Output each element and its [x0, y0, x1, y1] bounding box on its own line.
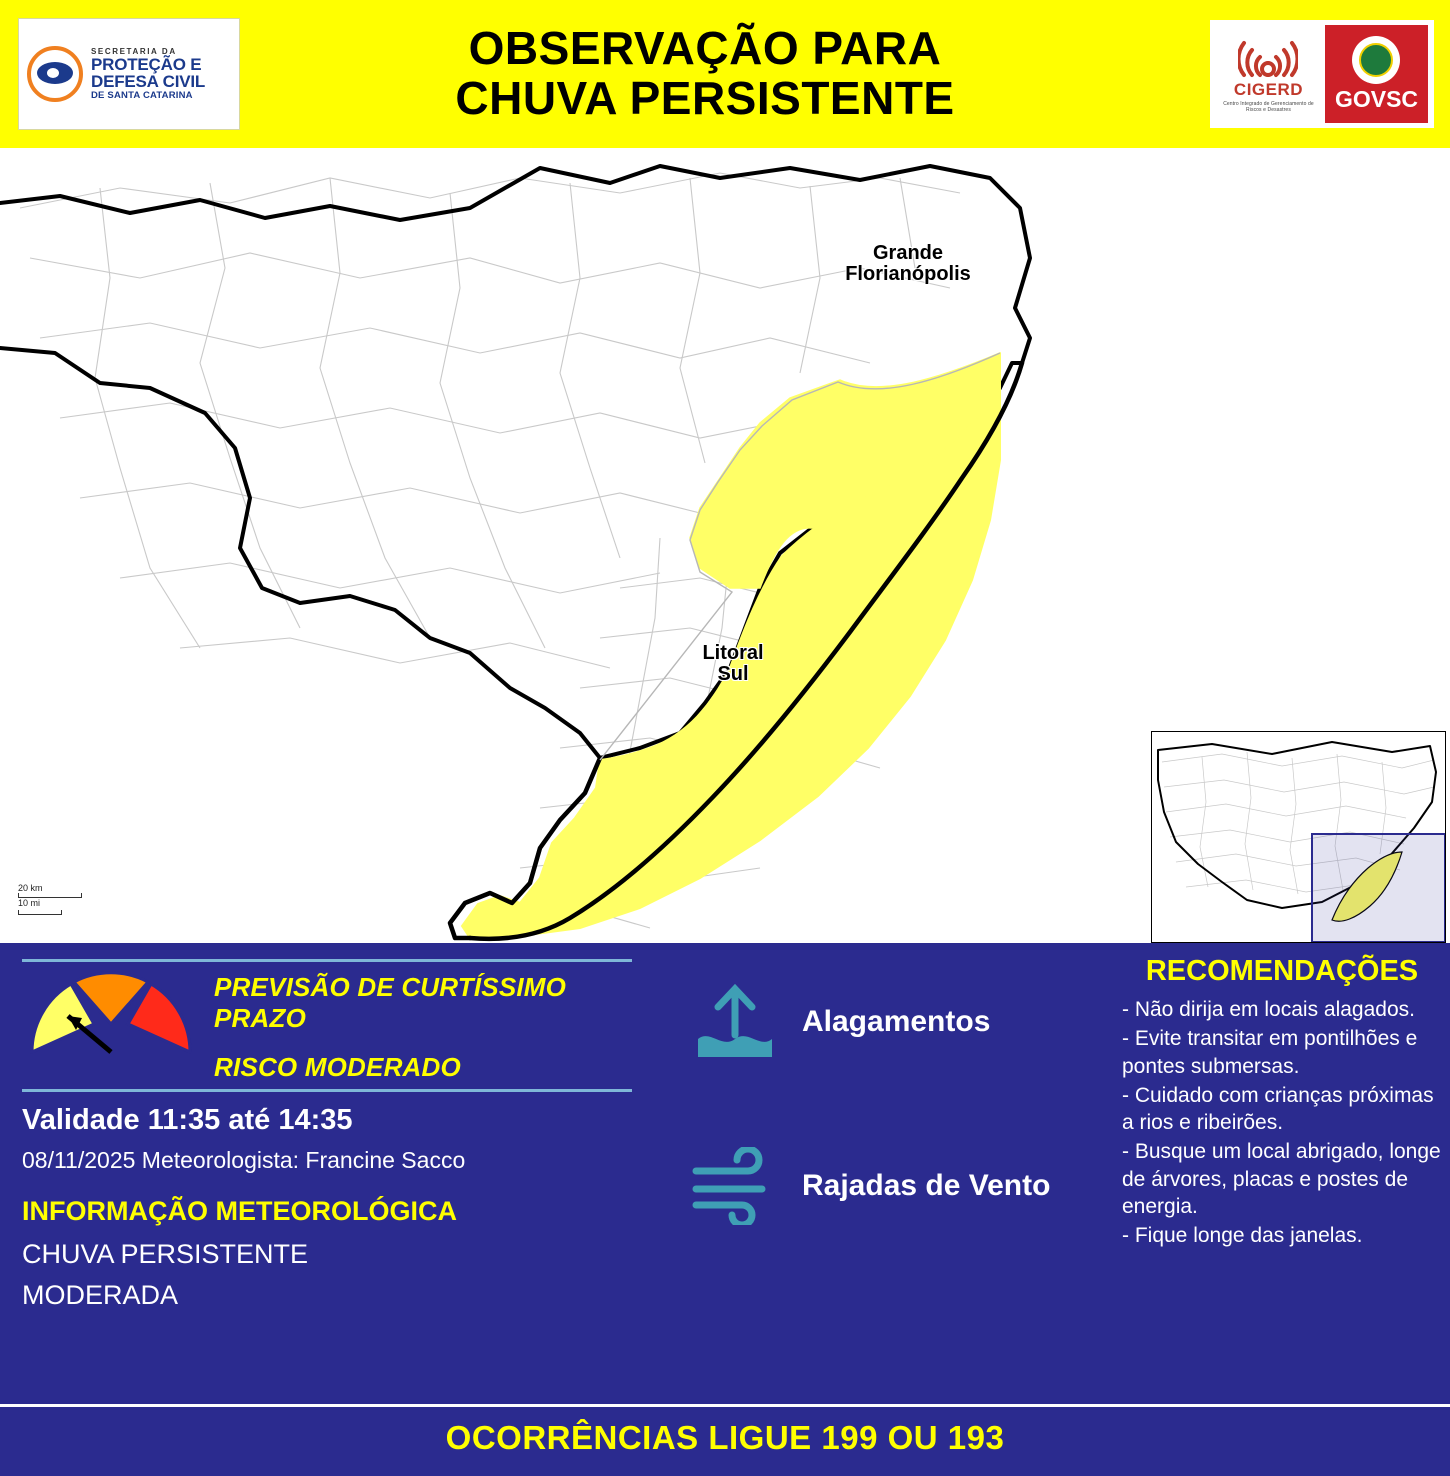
map-label-ls-line2: Sul: [717, 663, 749, 685]
page-title-line-2: CHUVA PERSISTENTE: [455, 72, 955, 124]
recommendation-item: - Evite transitar em pontilhões e pontes submersas.: [1122, 1027, 1418, 1078]
cigerd-subtitle: Centro Integrado de Gerenciamento de Riscos e Desastres: [1223, 100, 1314, 113]
partner-logos: [1210, 20, 1434, 128]
forecast-label: PREVISÃO DE CURTÍSSIMO PRAZO: [214, 972, 567, 1033]
map-container: [0, 148, 1450, 943]
govsc-wordmark: [1335, 86, 1418, 113]
logo-line-2: PROTEÇÃO E: [91, 54, 202, 74]
cigerd-name: CIGERD: [1233, 79, 1304, 99]
scale-km-label: 20 km: [18, 883, 43, 893]
risk-column: [22, 955, 652, 1311]
cigerd-logo: [1216, 36, 1321, 113]
wind-gust-icon: [690, 1147, 780, 1225]
hazard-item: [690, 1147, 1080, 1225]
logo-line-3: DEFESA CIVIL: [91, 72, 206, 92]
gov-suffix: SC: [1386, 85, 1419, 112]
info-panel: [0, 943, 1450, 1476]
cigerd-waves-icon: [1216, 36, 1321, 80]
scale-mi-label: 10 mi: [18, 898, 41, 908]
footer-divider: [0, 1404, 1450, 1407]
page-title: [200, 24, 1210, 123]
hazard-label: Rajadas de Vento: [802, 1169, 1051, 1202]
risk-gauge-icon: [22, 968, 200, 1060]
header-banner: [0, 0, 1450, 148]
recommendation-item: - Busque um local abrigado, longe de árvores, placas e postes de energia.: [1122, 1140, 1441, 1219]
risk-level-label: RISCO MODERADO: [214, 1052, 461, 1082]
map-label-ls-line1: Litoral: [702, 642, 764, 664]
defesa-civil-emblem-icon: [27, 46, 83, 102]
meteorological-info-line1: CHUVA PERSISTENTE: [22, 1239, 309, 1269]
meteorological-info-title: INFORMAÇÃO METEOROLÓGICA: [22, 1196, 457, 1226]
santa-catarina-coat-of-arms-icon: [1352, 36, 1400, 84]
logo-line-4: DE SANTA CATARINA: [91, 89, 193, 101]
flood-icon: [690, 983, 780, 1061]
govsc-logo: [1325, 25, 1428, 123]
divider-top: [22, 959, 632, 962]
inset-locator-map: [1151, 731, 1446, 943]
map-label-grande-florianopolis: [818, 243, 998, 285]
map-label-gf-line2: Florianópolis: [845, 263, 971, 285]
page-title-line-1: OBSERVAÇÃO PARA: [468, 22, 942, 75]
hazards-column: [690, 983, 1080, 1225]
date-meteorologist-text: 08/11/2025 Meteorologista: Francine Sacco: [22, 1147, 466, 1173]
recommendations-list: [1122, 996, 1442, 1250]
recommendation-item: - Cuidado com crianças próximas a rios e ribeirões.: [1122, 1083, 1434, 1135]
logo-line-1: SECRETARIA DA: [91, 46, 177, 56]
hazard-item: [690, 983, 1080, 1061]
recommendations-column: [1122, 955, 1442, 1252]
divider-middle: [22, 1089, 632, 1092]
map-label-gf-line1: Grande: [872, 242, 944, 264]
recommendations-title: RECOMENDAÇÕES: [1145, 955, 1419, 987]
recommendation-item: - Não dirija em locais alagados.: [1122, 998, 1415, 1021]
map-scale-bar: [18, 883, 82, 915]
gov-prefix: GOV: [1334, 85, 1387, 112]
emergency-phone-text: OCORRÊNCIAS LIGUE 199 OU 193: [445, 1419, 1005, 1456]
recommendation-item: - Fique longe das janelas.: [1122, 1224, 1363, 1248]
validity-text: Validade 11:35 até 14:35: [22, 1104, 353, 1136]
meteorological-info-line2: MODERADA: [22, 1280, 179, 1310]
hazard-label: Alagamentos: [802, 1005, 991, 1038]
map-label-litoral-sul: [668, 643, 798, 685]
